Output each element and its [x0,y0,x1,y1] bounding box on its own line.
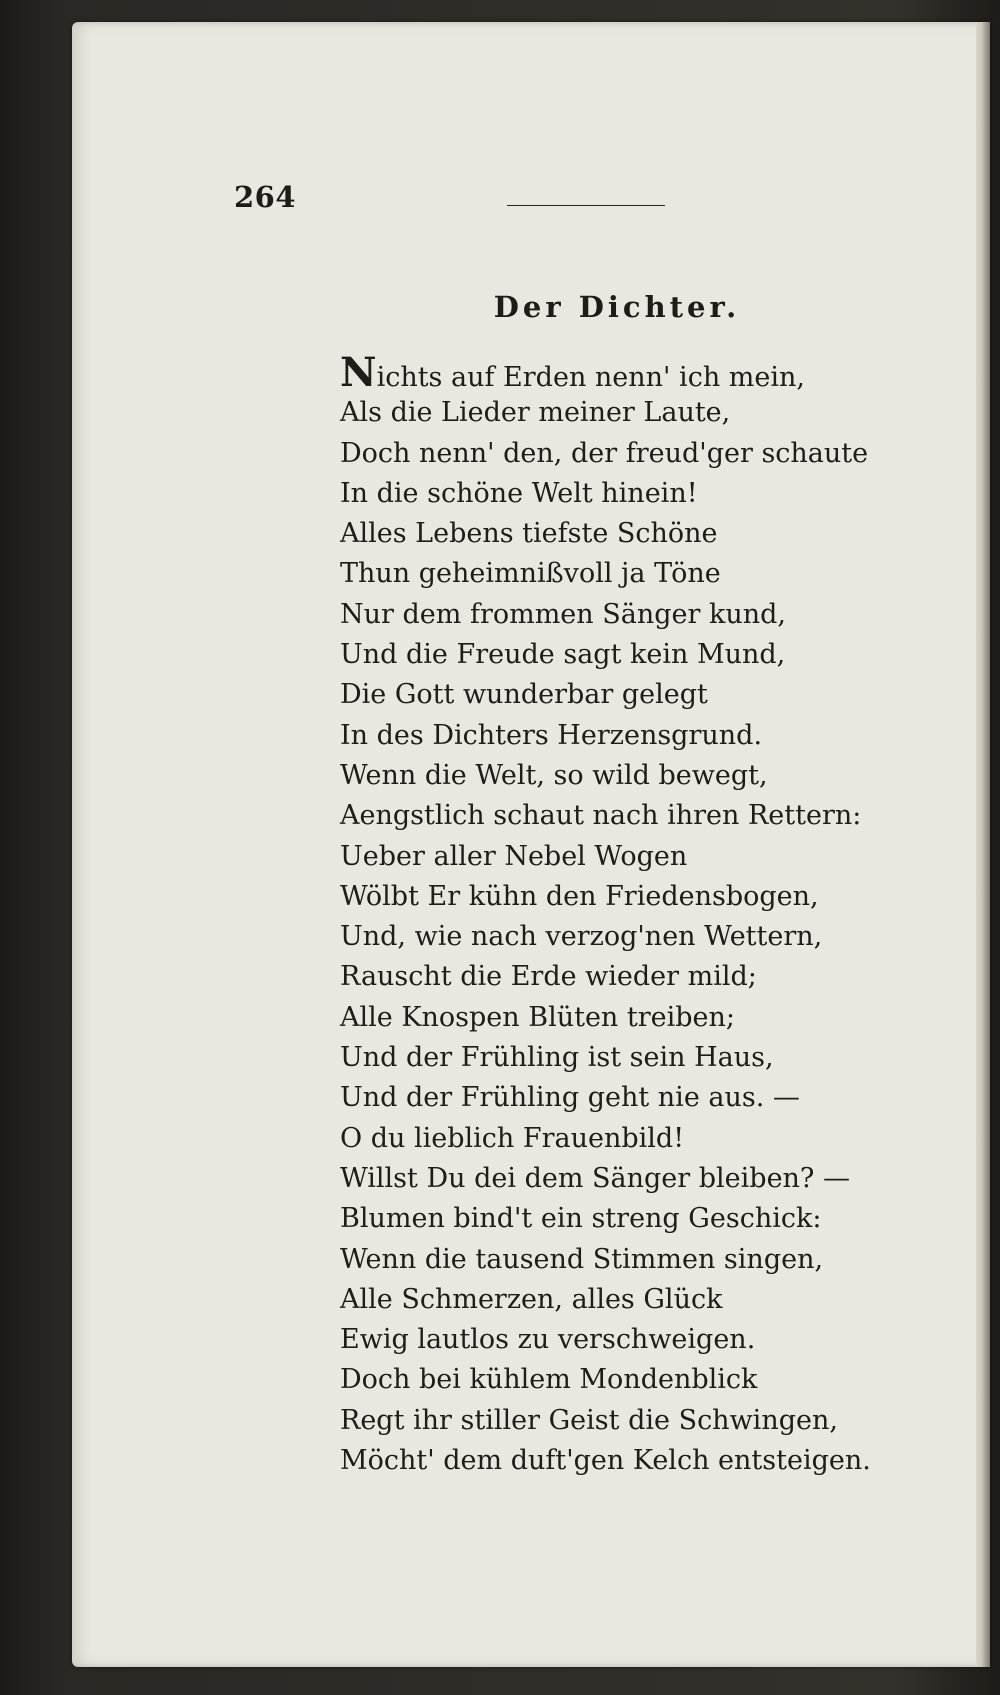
poem-line: Die Gott wunderbar gelegt [340,679,708,711]
poem-line: Möcht' dem duft'gen Kelch entsteigen. [340,1445,871,1477]
page-number: 264 [234,180,297,214]
poem-line: Und die Freude sagt kein Mund, [340,639,786,671]
poem-line: Regt ihr stiller Geist die Schwingen, [340,1404,838,1436]
poem-line: Und der Frühling geht nie aus. — [340,1082,800,1114]
poem-title: Der Dichter. [493,290,741,324]
poem-line: Als die Lieder meiner Laute, [340,397,731,429]
poem-line: Und, wie nach verzog'nen Wettern, [340,921,823,953]
poem-line: Wölbt Er kühn den Friedensbogen, [340,880,819,912]
poem-line: Ewig lautlos zu verschweigen. [340,1324,756,1356]
poem-line: In des Dichters Herzensgrund. [340,719,763,751]
poem-body [340,349,960,1481]
poem-line: Alle Schmerzen, alles Glück [340,1283,723,1315]
poem-line: Doch nenn' den, der freud'ger schaute [340,437,869,469]
book-page [72,22,990,1667]
poem-line: Nur dem frommen Sänger kund, [340,598,787,630]
poem-line: Doch bei kühlem Mondenblick [340,1364,758,1396]
poem-line: Blumen bind't ein streng Geschick: [340,1203,822,1235]
header-rule [507,205,665,206]
poem-line: Willst Du dei dem Sänger bleiben? — [340,1162,850,1194]
poem-line: Alle Knospen Blüten treiben; [340,1001,736,1033]
drop-initial: N [340,349,377,396]
poem-line: Ueber aller Nebel Wogen [340,840,688,872]
poem-line: Wenn die tausend Stimmen singen, [340,1243,824,1275]
page-edge [976,22,990,1667]
poem-line: Thun geheimnißvoll ja Töne [340,558,721,590]
poem-line: Alles Lebens tiefste Schöne [340,518,718,550]
poem-line-text: ichts auf Erden nenn' ich mein, [376,362,805,393]
poem-line: In die schöne Welt hinein! [340,477,698,509]
poem-line: Wenn die Welt, so wild bewegt, [340,759,768,791]
poem-line: O du lieblich Frauenbild! [340,1122,685,1154]
poem-line [340,349,960,396]
poem-line: Rauscht die Erde wieder mild; [340,961,757,993]
poem-line: Und der Frühling ist sein Haus, [340,1042,774,1074]
poem-line: Aengstlich schaut nach ihren Rettern: [340,800,862,832]
